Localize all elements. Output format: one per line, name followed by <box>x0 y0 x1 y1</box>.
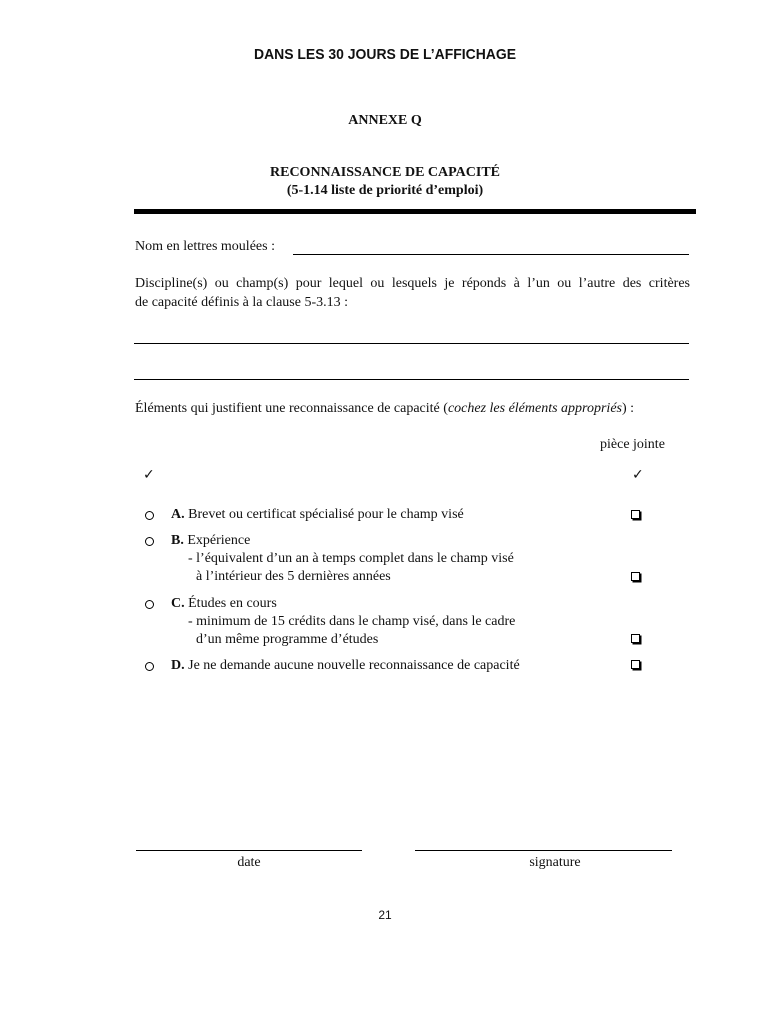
item-c-sub2: d’un même programme d’études <box>196 632 379 647</box>
item-d-text: Je ne demande aucune nouvelle reconnaissance de capacité <box>188 658 520 673</box>
item-c-checkbox-icon[interactable] <box>631 634 640 643</box>
date-label: date <box>237 855 261 870</box>
item-d-radio-icon[interactable] <box>145 662 154 671</box>
page-subtitle: (5-1.14 liste de priorité d’emploi) <box>286 183 484 198</box>
discipline-input-line-2[interactable] <box>134 379 689 380</box>
thick-divider <box>134 209 696 214</box>
item-d <box>171 658 520 674</box>
annexe-title: ANNEXE Q <box>348 113 422 128</box>
item-c <box>171 596 277 612</box>
item-c-radio-icon[interactable] <box>145 600 154 609</box>
item-b-checkbox-icon[interactable] <box>631 572 640 581</box>
discipline-text-line2: de capacité définis à la clause 5-3.13 : <box>135 295 349 310</box>
item-a-text: Brevet ou certificat spécialisé pour le champ visé <box>188 507 464 522</box>
item-b-sub2: à l’intérieur des 5 dernières années <box>196 569 391 584</box>
item-d-checkbox-icon[interactable] <box>631 660 640 669</box>
item-b <box>171 533 250 549</box>
name-input-line[interactable] <box>293 254 689 255</box>
name-label: Nom en lettres moulées : <box>135 239 275 254</box>
page-title: RECONNAISSANCE DE CAPACITÉ <box>270 165 500 180</box>
item-b-text: Expérience <box>187 533 251 548</box>
item-a-radio-icon[interactable] <box>145 511 154 520</box>
elements-intro <box>135 401 634 417</box>
signature-input-line[interactable] <box>415 850 672 851</box>
signature-label: signature <box>529 855 581 870</box>
item-b-radio-icon[interactable] <box>145 537 154 546</box>
page-number: 21 <box>378 908 392 922</box>
checkmark-left-icon: ✓ <box>143 467 155 483</box>
item-b-letter: B. <box>171 533 184 548</box>
elements-intro-suffix: ) : <box>622 401 635 416</box>
date-input-line[interactable] <box>136 850 362 851</box>
item-b-sub1: - l’équivalent d’un an à temps complet dans le champ visé <box>188 551 514 566</box>
document-header: DANS LES 30 JOURS DE L’AFFICHAGE <box>254 46 516 63</box>
discipline-input-line-1[interactable] <box>134 343 689 344</box>
item-d-letter: D. <box>171 658 185 673</box>
elements-intro-italic: cochez les éléments appropriés <box>447 401 622 416</box>
piece-jointe-label: pièce jointe <box>600 437 665 452</box>
item-c-text: Études en cours <box>188 596 277 611</box>
elements-intro-text: Éléments qui justifient une reconnaissance de capacité ( <box>135 401 448 416</box>
item-a-letter: A. <box>171 507 185 522</box>
item-a-checkbox-icon[interactable] <box>631 510 640 519</box>
item-c-sub1: - minimum de 15 crédits dans le champ visé, dans le cadre <box>188 614 516 629</box>
checkmark-right-icon: ✓ <box>632 467 644 483</box>
item-a <box>171 507 464 523</box>
item-c-letter: C. <box>171 596 185 611</box>
discipline-text-line1: Discipline(s) ou champ(s) pour lequel ou lesquels je réponds à l’un ou l’autre des critères <box>135 276 690 291</box>
